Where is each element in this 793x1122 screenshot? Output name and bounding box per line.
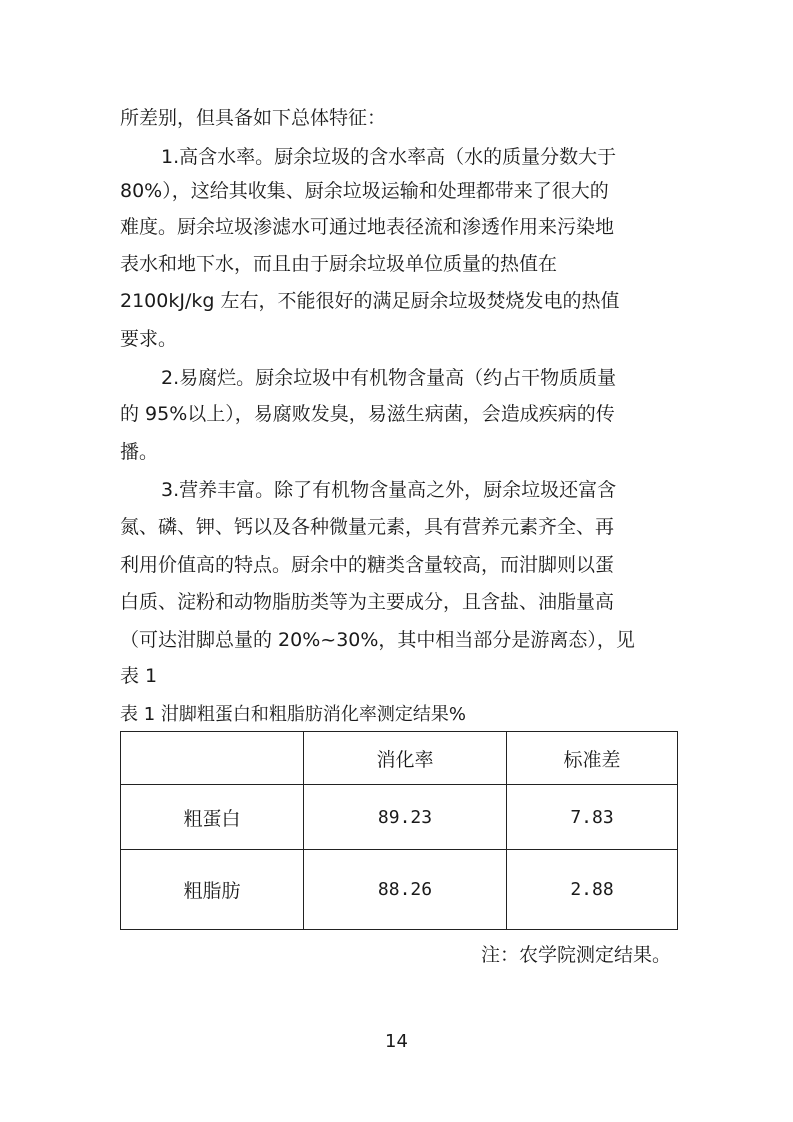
text-line-14: 白质、淀粉和动物脂肪类等为主要成分，且含盐、油脂量高 [120,591,615,613]
text-line-3: 80%），这给其收集、厨余垃圾运输和处理都带来了很大的 [120,180,609,202]
table-row [121,850,678,930]
page-number: 14 [385,1031,408,1052]
text-line-12: 氮、磷、钾、钙以及各种微量元素，具有营养元素齐全、再 [120,516,615,538]
text-line-9: 的 95%以上），易腐败发臭，易滋生病菌，会造成疾病的传 [120,403,615,425]
table-note: 注：农学院测定结果。 [480,944,671,966]
text-line-5: 表水和地下水，而且由于厨余垃圾单位质量的热值在 [120,253,558,275]
text-line-1: 所差别，但具备如下总体特征： [120,107,387,129]
text-line-4: 难度。厨余垃圾渗滤水可通过地表径流和渗透作用来污染地 [120,216,615,238]
text-line-16: 表 1 [120,665,158,687]
digestibility-table [120,731,678,930]
text-line-13: 利用价值高的特点。厨余中的糖类含量较高，而泔脚则以蛋 [120,554,615,576]
cell-crude-fat-std-dev: 2.88 [507,850,678,930]
text-line-6: 2100kJ/kg 左右，不能很好的满足厨余垃圾焚烧发电的热值 [120,290,620,312]
table-row [121,785,678,850]
table-header-digestibility: 消化率 [304,732,507,785]
text-line-2: 1.高含水率。厨余垃圾的含水率高（水的质量分数大于 [161,146,617,168]
text-line-7: 要求。 [120,328,178,350]
table-header-std-dev: 标准差 [507,732,678,785]
cell-crude-protein-digestibility: 89.23 [304,785,507,850]
row-label-crude-fat: 粗脂肪 [121,850,304,930]
cell-crude-protein-std-dev: 7.83 [507,785,678,850]
table-caption: 表 1 泔脚粗蛋白和粗脂肪消化率测定结果% [120,704,466,725]
table-header-empty [121,732,304,785]
text-line-10: 播。 [120,441,159,463]
table-header-row [121,732,678,785]
text-line-15: （可达泔脚总量的 20%~30%，其中相当部分是游离态），见 [120,629,635,651]
text-line-8: 2.易腐烂。厨余垃圾中有机物含量高（约占干物质质量 [161,367,617,389]
text-line-11: 3.营养丰富。除了有机物含量高之外，厨余垃圾还富含 [161,479,617,501]
cell-crude-fat-digestibility: 88.26 [304,850,507,930]
row-label-crude-protein: 粗蛋白 [121,785,304,850]
